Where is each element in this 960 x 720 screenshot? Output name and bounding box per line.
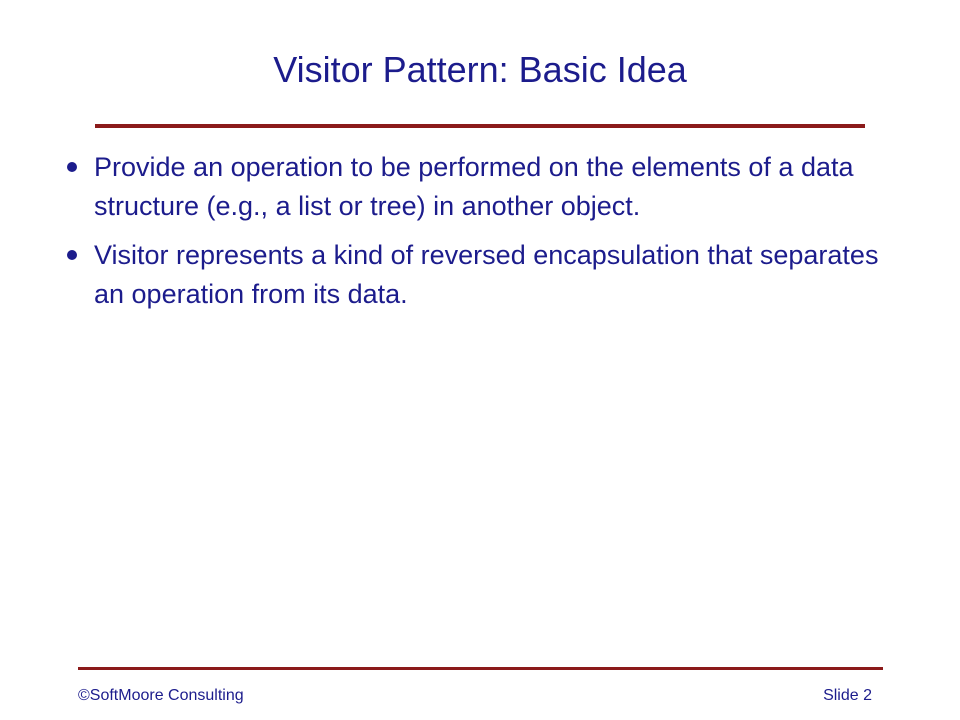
slide-title: Visitor Pattern: Basic Idea [273,49,687,90]
title-divider [95,124,865,128]
bullet-text: Visitor represents a kind of reversed encapsulation that separates an operation from its data. [94,240,879,309]
bullet-item [60,236,890,314]
bullet-item [60,148,890,226]
footer-copyright: ©SoftMoore Consulting [78,687,244,704]
bullet-list [60,148,890,324]
footer-slide-number: Slide 2 [823,687,872,704]
footer-divider [78,667,883,670]
bullet-icon [67,250,77,260]
bullet-icon [67,162,77,172]
bullet-text: Provide an operation to be performed on the elements of a data structure (e.g., a list or tree) in another object. [94,152,854,221]
